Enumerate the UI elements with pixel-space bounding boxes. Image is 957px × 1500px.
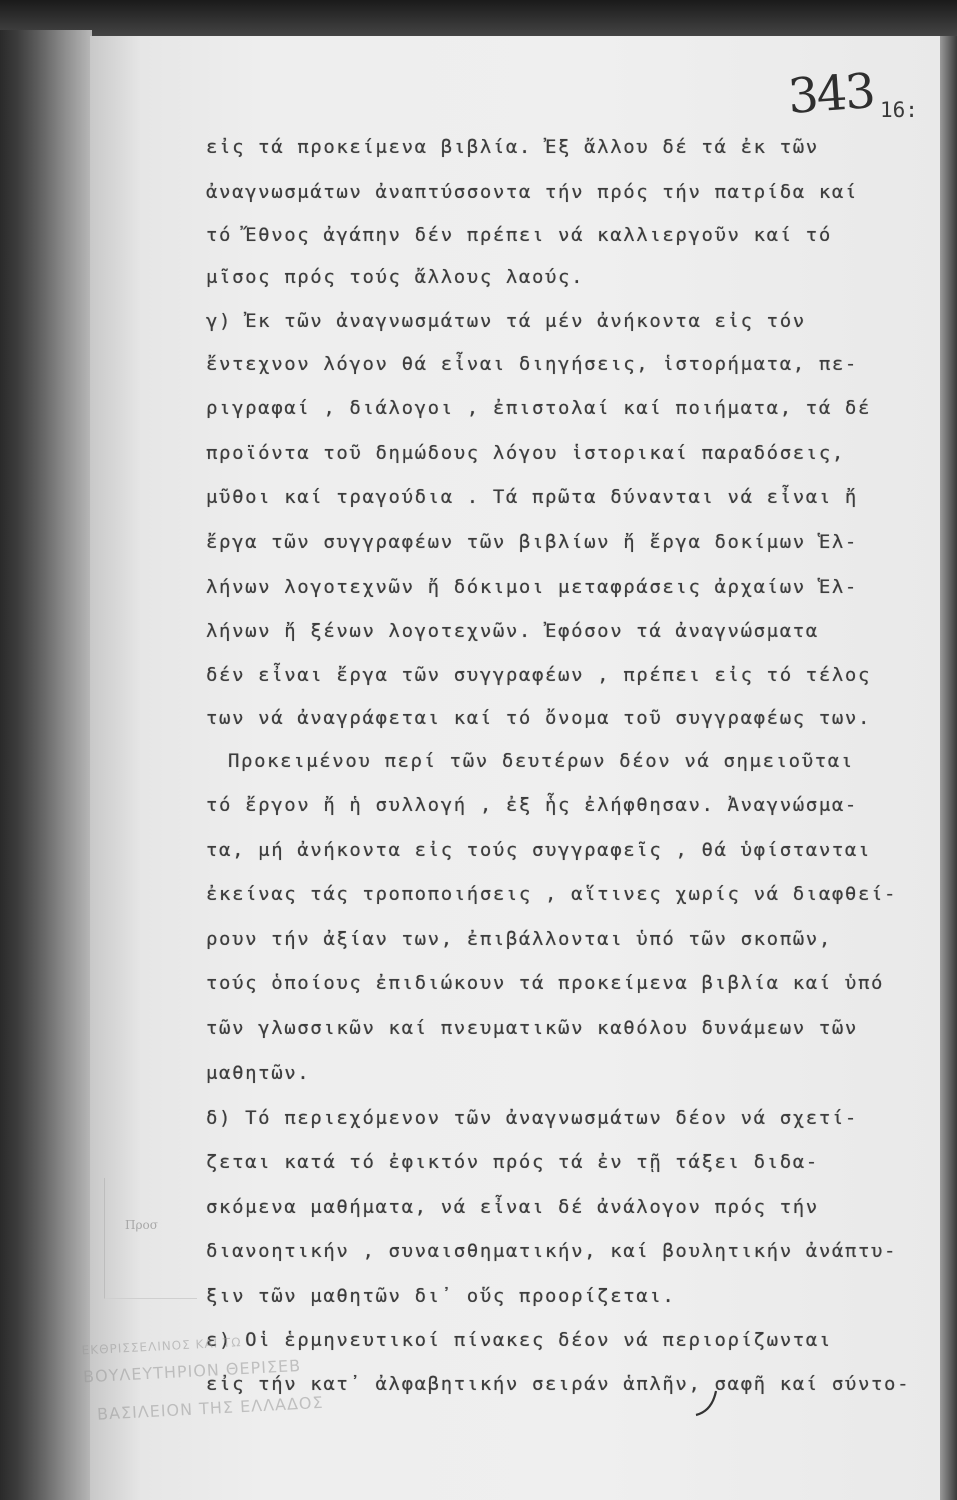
text-line: ε) Οἱ ἑρμηνευτικοί πίνακες δέον νά περιορίζωνται: [206, 1329, 832, 1351]
stamp-line: ΒΟΥΛΕΥΤΗΡΙΟΝ ΘΕΡΙΣΕΒ: [82, 1355, 302, 1387]
library-stamp: [81, 1327, 406, 1454]
text-line: τα, μή ἀνήκοντα εἰς τούς συγγραφεῖς , θά ὑφίστανται: [206, 839, 871, 861]
text-line: προϊόντα τοῦ δημώδους λόγου ἱστορικαί παραδόσεις,: [206, 442, 845, 464]
text-line: δ) Τό περιεχόμενον τῶν ἀναγνωσμάτων δέον νά σχετί-: [206, 1107, 858, 1129]
text-line: γ) Ἐκ τῶν ἀναγνωσμάτων τά μέν ἀνήκοντα εἰς τόν: [206, 310, 806, 332]
text-line: των νά ἀναγράφεται καί τό ὄνομα τοῦ συγγραφέως των.: [206, 707, 871, 729]
text-line: ξιν τῶν μαθητῶν δι᾽ οὕς προορίζεται.: [206, 1285, 676, 1307]
text-line: Προκειμένου περί τῶν δευτέρων δέον νά σημειοῦται: [228, 750, 854, 772]
text-line: ἔργα τῶν συγγραφέων τῶν βιβλίων ἤ ἔργα δοκίμων Ἑλ-: [206, 531, 858, 553]
stamp-line: ΕΚΘΡΙΣΣΕΛΙΝΟΣ ΚΑΙ ΤΩ: [81, 1335, 242, 1358]
text-line: λήνων ἤ ξένων λογοτεχνῶν. Ἐφόσον τά ἀναγνώσματα: [206, 620, 819, 642]
handwritten-mark: [690, 1385, 730, 1425]
text-line: τό ἔργον ἤ ἡ συλλογή , ἐξ ἧς ἐλήφθησαν. Ἀναγνώσμα-: [206, 794, 858, 816]
text-line: τούς ὁποίους ἐπιδιώκουν τά προκείμενα βιβλία καί ὑπό: [206, 972, 885, 994]
margin-note: Προσ: [125, 1218, 158, 1232]
text-line: τῶν γλωσσικῶν καί πνευματικῶν καθόλου δυνάμεων τῶν: [206, 1017, 858, 1039]
text-line: διανοητικήν , συναισθηματικήν, καί βουλητικήν ἀνάπτυ-: [206, 1240, 898, 1262]
text-line: ἔντεχνον λόγον θά εἶναι διηγήσεις, ἱστορήματα, πε-: [206, 353, 858, 375]
text-line: εἰς τήν κατ᾽ ἀλφαβητικήν σειράν ἁπλῆν, σαφῆ καί σύντο-: [206, 1373, 911, 1395]
text-line: τό Ἔθνος ἀγάπην δέν πρέπει νά καλλιεργοῦν καί τό: [206, 224, 832, 246]
text-line: εἰς τά προκείμενα βιβλία. Ἐξ ἄλλου δέ τά ἐκ τῶν: [206, 136, 819, 158]
stamp-line: ΒΑΣΙΛΕΙΟΝ ΤΗΣ ΕΛΛΑΔΟΣ: [96, 1392, 325, 1424]
text-line: ἐκείνας τάς τροποποιήσεις , αἵτινες χωρίς νά διαφθεί-: [206, 883, 898, 905]
text-line: μαθητῶν.: [206, 1062, 311, 1084]
text-line: σκόμενα μαθήματα, νά εἶναι δέ ἀνάλογον πρός τήν: [206, 1196, 819, 1218]
text-line: μῖσος πρός τούς ἄλλους λαούς.: [206, 266, 585, 288]
text-line: δέν εἶναι ἔργα τῶν συγγραφέων , πρέπει εἰς τό τέλος: [206, 664, 871, 686]
text-line: ριγραφαί , διάλογοι , ἐπιστολαί καί ποιήματα, τά δέ: [206, 397, 871, 419]
text-line: ζεται κατά τό ἐφικτόν πρός τά ἐν τῇ τάξει διδα-: [206, 1151, 819, 1173]
handwritten-folio-number: 343: [786, 63, 876, 125]
page-number: 16:: [880, 98, 918, 122]
text-line: μῦθοι καί τραγούδια . Τά πρῶτα δύνανται νά εἶναι ἤ: [206, 486, 858, 508]
text-line: ἀναγνωσμάτων ἀναπτύσσοντα τήν πρός τήν πατρίδα καί: [206, 181, 858, 203]
text-line: λήνων λογοτεχνῶν ἤ δόκιμοι μεταφράσεις ἀρχαίων Ἑλ-: [206, 576, 858, 598]
text-line: ρουν τήν ἀξίαν των, ἐπιβάλλονται ὑπό τῶν σκοπῶν,: [206, 928, 832, 950]
